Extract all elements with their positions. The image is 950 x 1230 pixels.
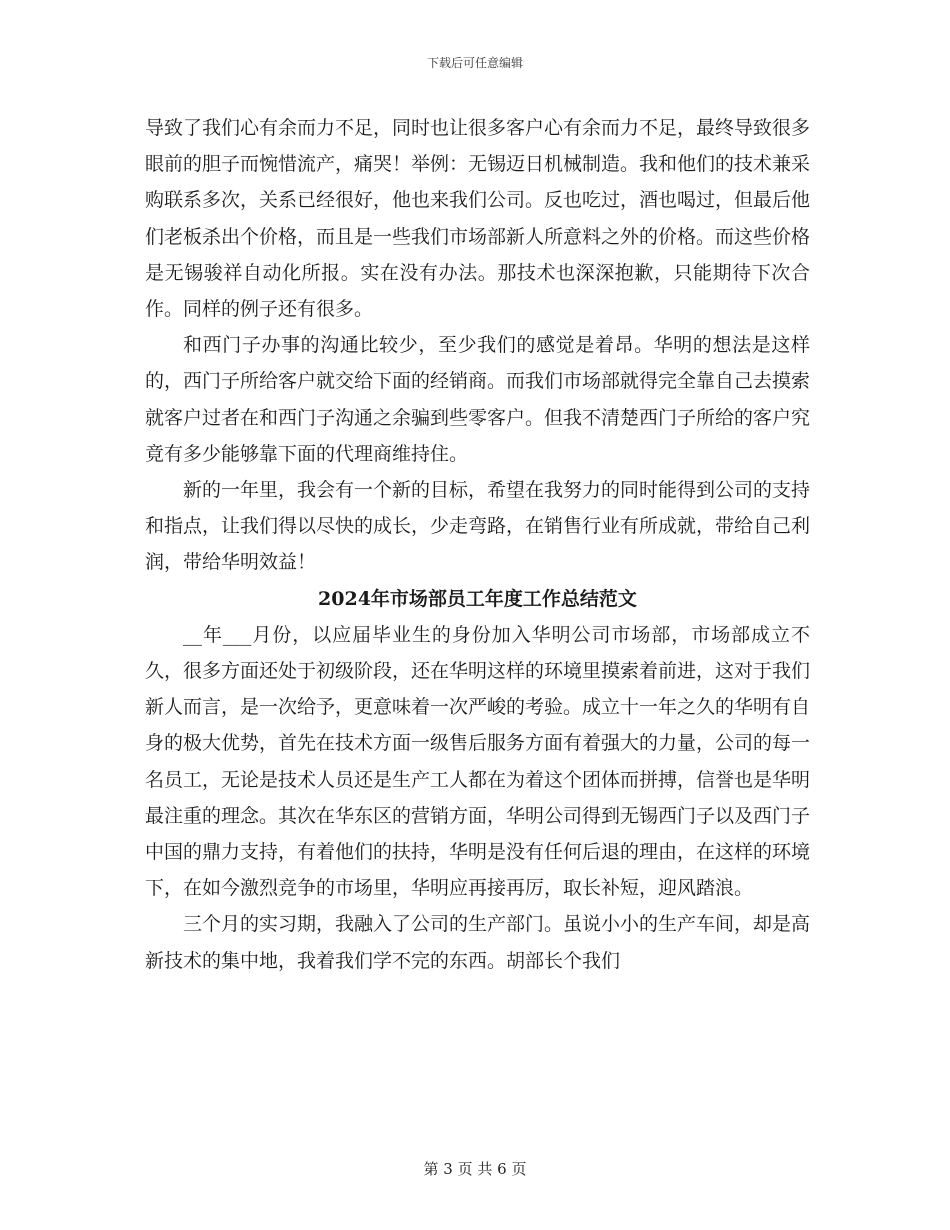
paragraph-internship: 三个月的实习期，我融入了公司的生产部门。虽说小小的生产车间，却是高新技术的集中地，我着我们学不完的东西。胡部长个我们	[145, 913, 811, 972]
paragraph-new-year-goal: 新的一年里，我会有一个新的目标，希望在我努力的同时能得到公司的支持和指点，让我们得以尽快的成长，少走弯路，在销售行业有所成就，带给自己利润，带给华明效益！	[145, 479, 811, 574]
section-title: 2024年市场部员工年度工作总结范文	[318, 587, 637, 610]
paragraph-joining: __年___月份，以应届毕业生的身份加入华明公司市场部，市场部成立不久，很多方面还处于初级阶段，还在华明这样的环境里摸索着前进，这对于我们新人而言，是一次给予，更意味着一次严峻的考验。成立十一年之久的华明有自身的极大优势，首先在技术方面一级售后服务方面有着强大的力量，公司的每一名员工，无论是技术人员还是生产工人都在为着这个团体而拼搏，信誉也是华明最注重的理念。其次在华东区的营销方面，华明公司得到无锡西门子以及西门子中国的鼎力支持，有着他们的扶持，华明是没有任何后退的理由，在这样的环境下，在如今激烈竞争的市场里，华明应再接再厉，取长补短，迎风踏浪。	[145, 623, 811, 900]
document-body	[145, 110, 810, 979]
paragraph-continued: 导致了我们心有余而力不足，同时也让很多客户心有余而力不足，最终导致很多眼前的胆子而惋惜流产，痛哭！举例：无锡迈日机械制造。我和他们的技术兼采购联系多次，关系已经很好，他也来我们公司。反也吃过，酒也喝过，但最后他们老板杀出个价格，而且是一些我们市场部新人所意料之外的价格。而这些价格是无锡骏祥自动化所报。实在没有办法。那技术也深深抱歉，只能期待下次合作。同样的例子还有很多。	[145, 117, 811, 321]
page-number: 第 3 页 共 6 页	[423, 1160, 527, 1178]
page-header-note: 下载后可任意编辑	[426, 56, 523, 70]
paragraph-siemens: 和西门子办事的沟通比较少，至少我们的感觉是着昂。华明的想法是这样的，西门子所给客户就交给下面的经销商。而我们市场部就得完全靠自己去摸索就客户过者在和西门子沟通之余骗到些零客户。但我不清楚西门子所给的客户究竟有多少能够靠下面的代理商维持住。	[145, 334, 811, 465]
